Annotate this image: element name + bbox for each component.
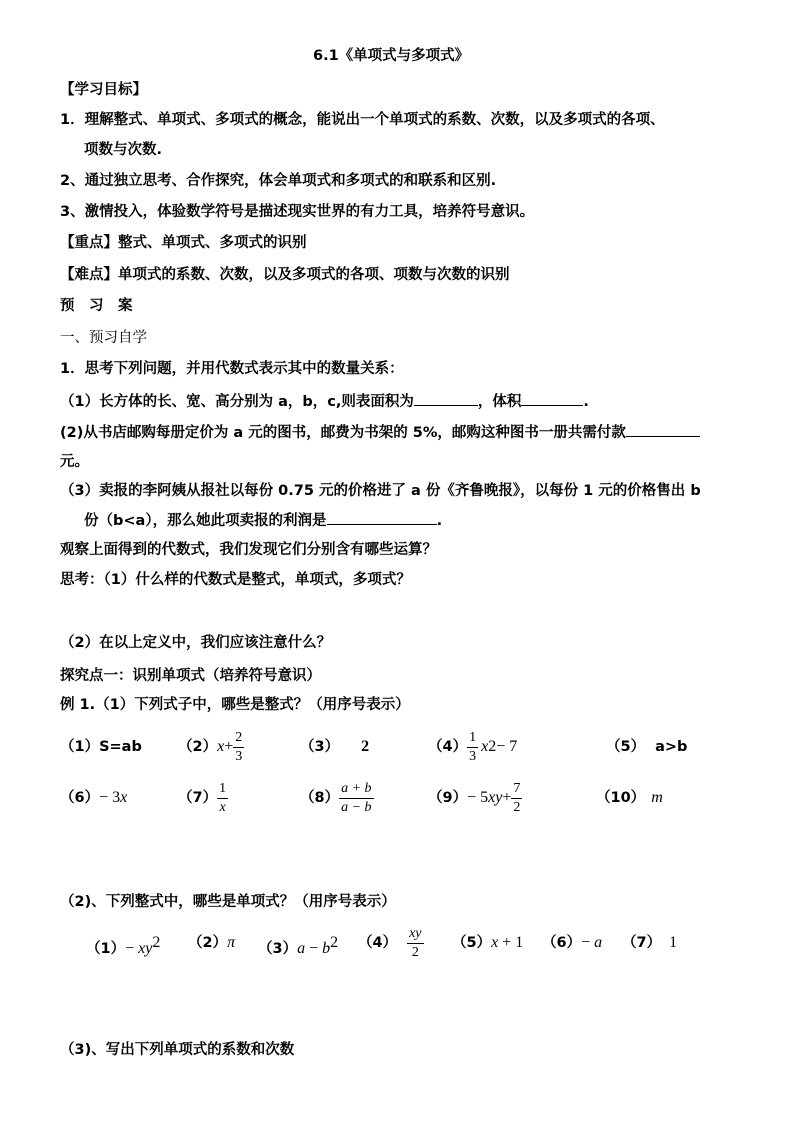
item-label: （10） — [596, 790, 646, 806]
fraction — [217, 782, 228, 815]
fraction-numerator: 7 — [511, 782, 522, 799]
item-label: （2） — [188, 935, 228, 951]
fraction — [467, 731, 478, 764]
math-exponent: 2 — [330, 934, 339, 951]
math-var: xy — [134, 939, 153, 957]
objective-line: 1．理解整式、单项式、多项式的概念，能说出一个单项式的系数、次数，以及多项式的各项、 — [60, 112, 665, 128]
item-label: （4） — [358, 935, 398, 951]
question-1-3: （3）卖报的李阿姨从报社以每份 0.75 元的价格进了 a 份《齐鲁晚报》，以每份 1 元的价格售出 b — [60, 483, 701, 499]
fraction-numerator: a + b — [339, 782, 373, 799]
objective-line: 2、通过独立思考、合作探究，体会单项式和多项式的和联系和区别. — [60, 173, 497, 189]
question-1-1 — [60, 391, 589, 412]
item-label: （4） — [428, 739, 468, 755]
item-7 — [178, 776, 228, 820]
math-var: x — [217, 738, 225, 755]
fraction — [233, 731, 244, 764]
fraction-denominator: 2 — [513, 799, 521, 815]
item-5 — [606, 737, 687, 757]
item-expr: S=ab — [99, 739, 142, 755]
math-var: b — [322, 939, 331, 957]
item-label: （8） — [300, 790, 340, 806]
item-label: （7） — [178, 790, 218, 806]
answer-blank[interactable] — [521, 391, 583, 406]
math-op: − — [125, 939, 135, 957]
math-op: + — [502, 789, 512, 806]
math-expr: + 1 — [498, 934, 524, 951]
item-label: （3） — [300, 739, 340, 755]
example-3: （3)、写出下列单项式的系数和次数 — [60, 1042, 295, 1058]
question-1-3-cont — [84, 510, 442, 531]
math-const: π — [227, 934, 236, 951]
question-text: 元。 — [60, 454, 89, 470]
item-10 — [596, 788, 663, 808]
item-4 — [428, 725, 517, 769]
math-expr: − 7 — [496, 738, 518, 755]
question-text: . — [583, 394, 589, 410]
page-title: 6.1《单项式与多项式》 — [313, 48, 470, 64]
item-label: （5） — [452, 935, 492, 951]
answer-blank[interactable] — [414, 391, 478, 406]
math-op: − — [305, 939, 323, 957]
j-item-4 — [358, 921, 424, 965]
item-label: （6） — [60, 790, 100, 806]
j-item-2 — [188, 933, 235, 953]
j-item-5 — [452, 933, 523, 953]
question-1-2 — [60, 422, 700, 443]
answer-blank[interactable] — [626, 422, 700, 437]
objective-line: 项数与次数. — [84, 142, 163, 158]
subsection-title: 一、预习自学 — [60, 330, 147, 346]
item-expr: 2 — [361, 738, 370, 755]
math-var: a — [594, 934, 603, 951]
math-exponent: 2 — [152, 934, 161, 951]
think-question-2: （2）在以上定义中，我们应该注意什么？ — [60, 635, 332, 651]
math-const: 1 — [669, 934, 678, 951]
item-label: （3） — [258, 940, 298, 957]
key-point: 【重点】整式、单项式、多项式的识别 — [60, 235, 307, 251]
fraction-numerator: xy — [407, 927, 423, 944]
item-label: （2） — [178, 739, 218, 755]
fraction — [407, 927, 423, 960]
item-label: （1） — [86, 940, 126, 957]
fraction-denominator: a − b — [341, 799, 372, 815]
example-1: 例 1.（1）下列式子中，哪些是整式？（用序号表示） — [60, 697, 410, 713]
fraction-denominator: 3 — [469, 748, 477, 764]
item-6 — [60, 788, 127, 808]
math-var: x — [120, 789, 128, 806]
math-exponent: 2 — [488, 738, 497, 755]
fraction-numerator: 2 — [233, 731, 244, 748]
explore-title: 探究点一：识别单项式（培养符号意识） — [60, 668, 321, 684]
item-label: （5） — [606, 739, 646, 755]
fraction-denominator: 3 — [235, 748, 243, 764]
think-question-1: 思考：（1）什么样的代数式是整式，单项式，多项式？ — [60, 572, 411, 588]
fraction-numerator: 1 — [467, 731, 478, 748]
item-label: （6） — [542, 935, 582, 951]
difficulty: 【难点】单项式的系数、次数，以及多项式的各项、项数与次数的识别 — [60, 267, 510, 283]
observe-text: 观察上面得到的代数式，我们发现它们分别含有哪些运算？ — [60, 542, 437, 558]
j-item-7 — [622, 933, 677, 953]
answer-blank[interactable] — [327, 510, 437, 525]
objective-line: 3、激情投入，体验数学符号是描述现实世界的有力工具，培养符号意识。 — [60, 204, 535, 220]
item-9 — [428, 776, 522, 820]
j-item-3 — [258, 933, 338, 959]
question-text: 份（b<a），那么她此项卖报的利润是 — [84, 513, 327, 529]
math-expr: − 3 — [99, 789, 121, 806]
question-1: 1．思考下列问题，并用代数式表示其中的数量关系： — [60, 361, 404, 377]
section-title: 预 习 案 — [60, 298, 133, 314]
math-var: m — [651, 789, 663, 806]
question-text: (2)从书店邮购每册定价为 a 元的图书，邮费为书架的 5%，邮购这种图书一册共需付款 — [60, 425, 626, 441]
item-8 — [300, 776, 374, 820]
item-2 — [178, 725, 244, 769]
item-label: （1） — [60, 739, 100, 755]
item-label: （9） — [428, 790, 468, 806]
math-op: − — [581, 934, 595, 951]
item-label: （7） — [622, 935, 662, 951]
math-var: x — [481, 738, 489, 755]
item-1 — [60, 737, 142, 757]
fraction-numerator: 1 — [217, 782, 228, 799]
question-text: （1）长方体的长、宽、高分别为 a，b，c,则表面积为 — [60, 394, 414, 410]
fraction-denominator: x — [219, 799, 226, 815]
item-expr: a>b — [655, 739, 688, 755]
math-op: + — [224, 738, 234, 755]
question-text: ，体积 — [477, 394, 522, 410]
j-item-1 — [86, 933, 160, 959]
math-var: x — [491, 934, 499, 951]
example-2: （2)、下列整式中，哪些是单项式？（用序号表示） — [60, 894, 396, 910]
math-expr: − 5 — [467, 789, 489, 806]
math-var: xy — [488, 789, 503, 806]
question-text: . — [436, 513, 443, 529]
fraction — [511, 782, 522, 815]
j-item-6 — [542, 933, 602, 953]
objectives-heading: 【学习目标】 — [60, 82, 147, 98]
math-var: a — [297, 939, 306, 957]
item-3 — [300, 737, 369, 757]
fraction — [339, 782, 373, 815]
fraction-denominator: 2 — [411, 944, 419, 960]
